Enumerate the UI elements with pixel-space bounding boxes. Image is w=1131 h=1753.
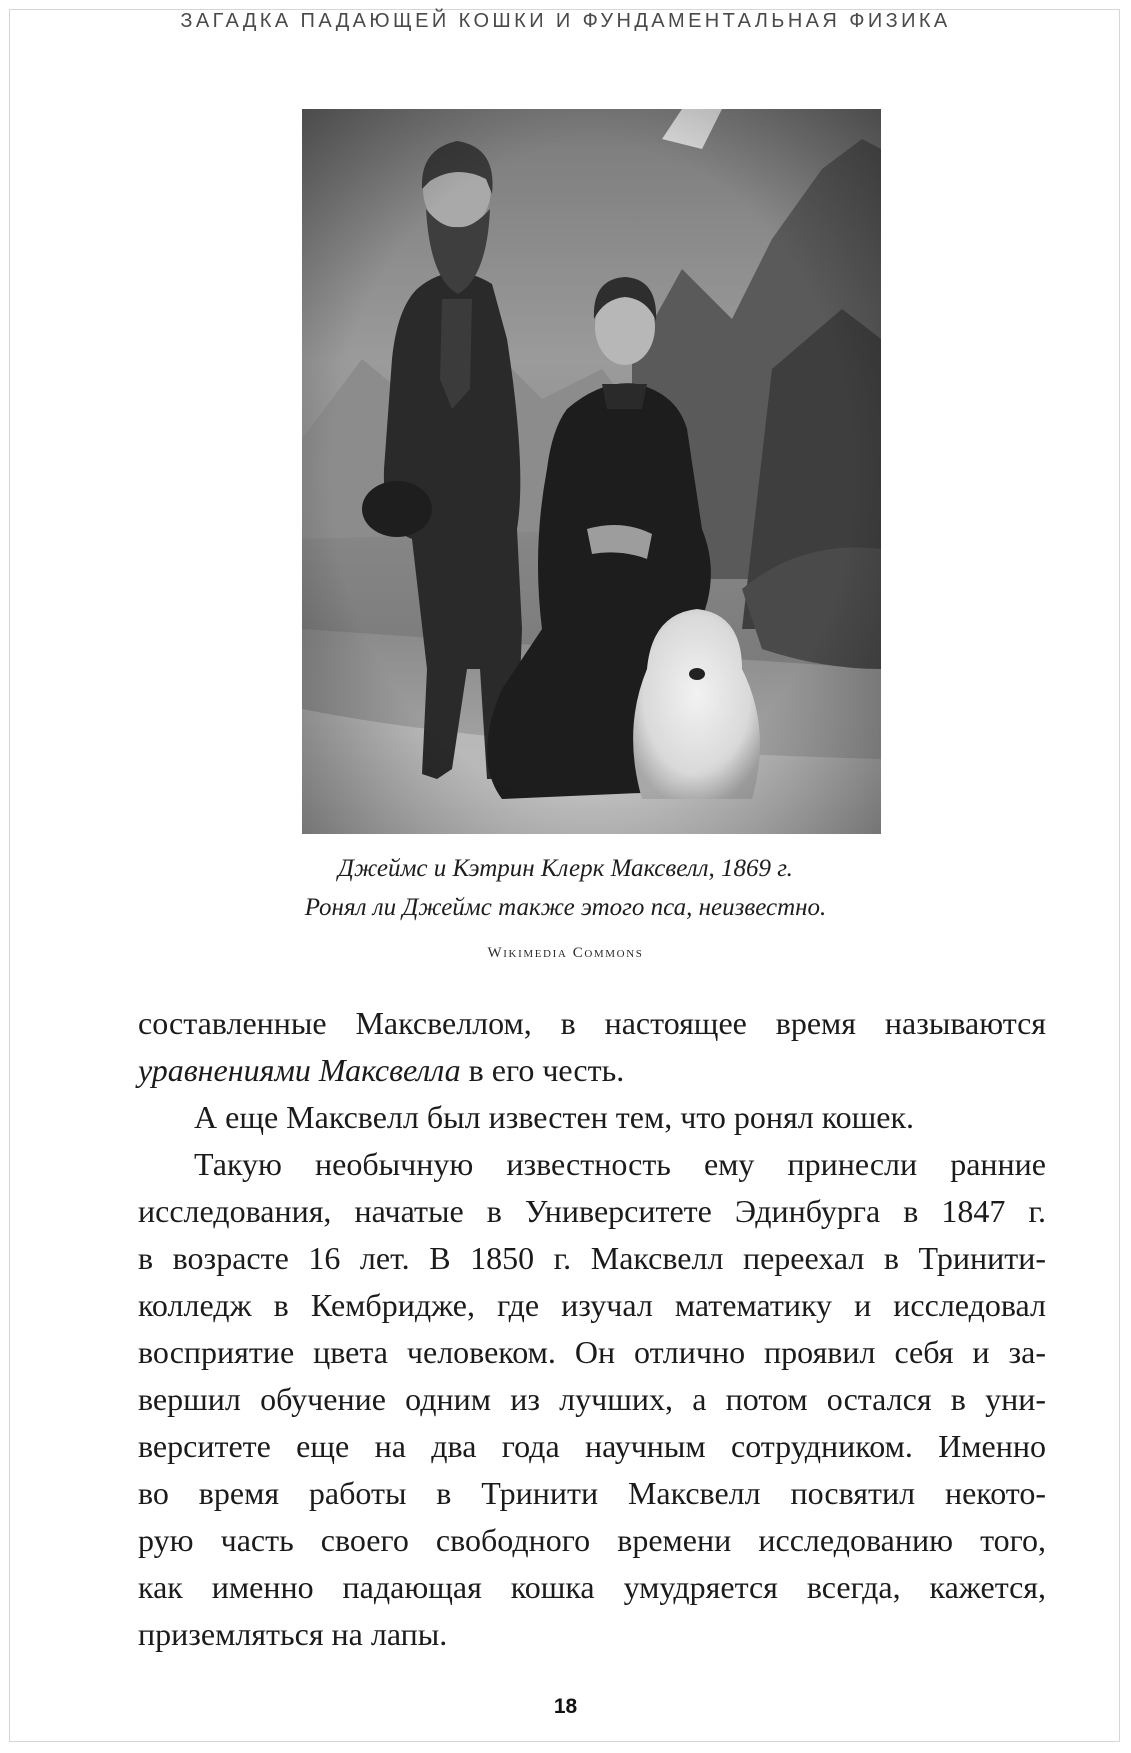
text-line: рую часть своего свободного времени исследованию того, — [138, 1522, 1046, 1558]
text-line: исследования, начатые в Университете Эдинбурга в 1847 г. — [138, 1193, 1046, 1229]
body-text — [138, 1000, 1046, 1658]
figure-credit: Wikimedia Commons — [487, 945, 644, 961]
text-line: верситете еще на два года научным сотрудником. Именно — [138, 1428, 1046, 1464]
text-line: приземляться на лапы. — [138, 1616, 448, 1652]
figure-caption-line-1: Джеймс и Кэтрин Клерк Максвелл, 1869 г. — [338, 855, 793, 882]
emphasis: уравнениями Максвелла — [138, 1052, 461, 1088]
text-line: вершил обучение одним из лучших, а потом остался в уни- — [138, 1381, 1046, 1417]
text-line: Такую необычную известность ему принесли ранние — [194, 1146, 1046, 1182]
paragraph: А еще Максвелл был известен тем, что ронял кошек. — [194, 1099, 914, 1135]
text-line: восприятие цвета человеком. Он отлично проявил себя и за- — [138, 1334, 1046, 1370]
text-fragment: в его честь. — [460, 1052, 625, 1088]
text-line: колледж в Кембридже, где изучал математику и исследовал — [138, 1287, 1046, 1323]
running-head: ЗАГАДКА ПАДАЮЩЕЙ КОШКИ И ФУНДАМЕНТАЛЬНАЯ ФИЗИКА — [180, 10, 951, 32]
text-line — [138, 1047, 1046, 1094]
page-number: 18 — [553, 1695, 578, 1718]
text-line: как именно падающая кошка умудряется всегда, кажется, — [138, 1569, 1046, 1605]
figure-caption-line-2: Ронял ли Джеймс также этого пса, неизвестно. — [304, 894, 827, 921]
text-line: в возрасте 16 лет. В 1850 г. Максвелл переехал в Тринити- — [138, 1240, 1046, 1276]
text-line: во время работы в Тринити Максвелл посвятил некото- — [138, 1475, 1046, 1511]
portrait-photo — [302, 109, 881, 834]
text-line: составленные Максвеллом, в настоящее время называются — [138, 1005, 1046, 1041]
